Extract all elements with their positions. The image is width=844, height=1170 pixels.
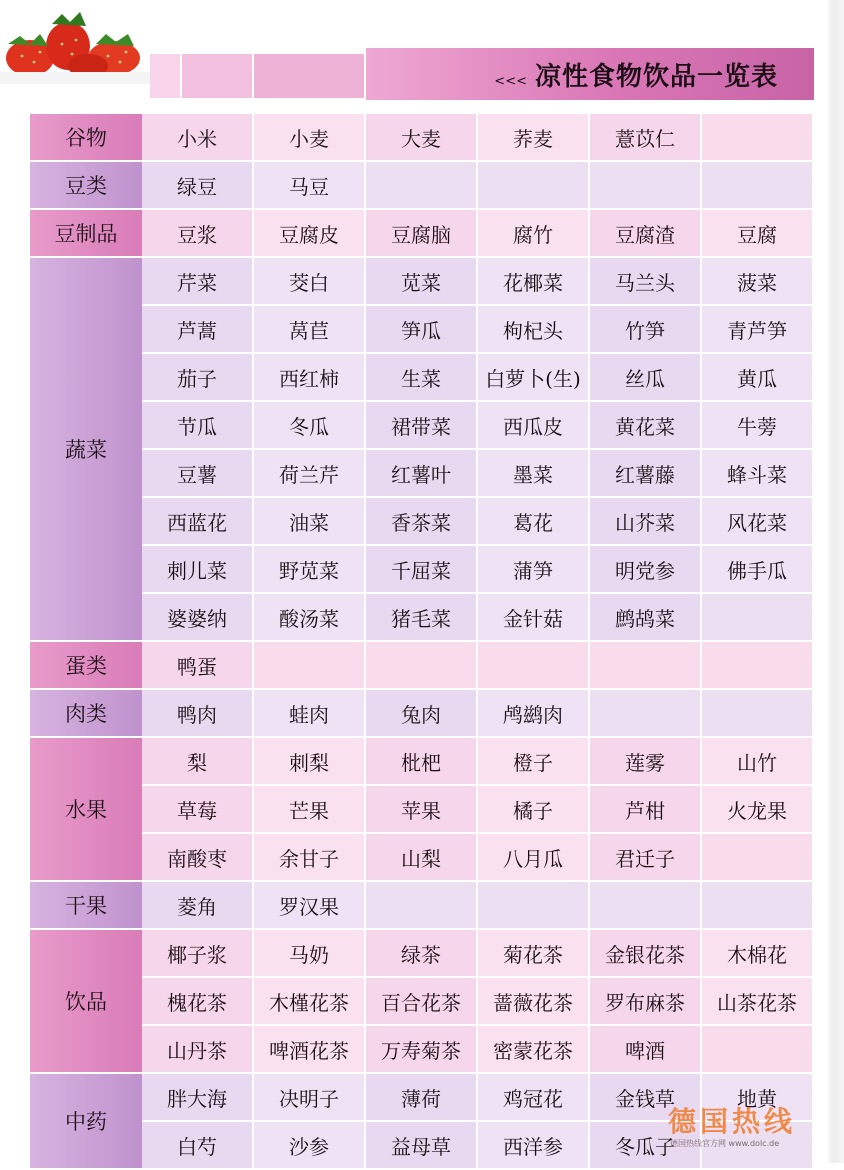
- food-item: 豆腐脑: [366, 210, 478, 258]
- empty-cell: [702, 690, 814, 738]
- watermark-logo: 德国热线: [668, 1105, 797, 1138]
- food-item: 火龙果: [702, 786, 814, 834]
- food-item: 百合花茶: [366, 978, 478, 1026]
- food-item: 小麦: [254, 114, 366, 162]
- food-item: 风花菜: [702, 498, 814, 546]
- food-item: 马豆: [254, 162, 366, 210]
- food-item: 山竹: [702, 738, 814, 786]
- food-item: 蛙肉: [254, 690, 366, 738]
- food-item: 苹果: [366, 786, 478, 834]
- banner-block: [182, 54, 252, 98]
- food-item: 生菜: [366, 354, 478, 402]
- food-item: 草莓: [142, 786, 254, 834]
- food-item: 山芥菜: [590, 498, 702, 546]
- page-edge: [826, 0, 844, 1163]
- food-item: 马奶: [254, 930, 366, 978]
- title-banner: [150, 48, 814, 100]
- food-item: 啤酒: [590, 1026, 702, 1074]
- food-item: 罗布麻茶: [590, 978, 702, 1026]
- empty-cell: [590, 162, 702, 210]
- empty-cell: [702, 114, 814, 162]
- food-item: 绿豆: [142, 162, 254, 210]
- food-item: 婆婆纳: [142, 594, 254, 642]
- food-item: 西红柿: [254, 354, 366, 402]
- food-item: 豆浆: [142, 210, 254, 258]
- empty-cell: [590, 690, 702, 738]
- food-item: 金针菇: [478, 594, 590, 642]
- food-item: 芦蒿: [142, 306, 254, 354]
- category-label: 水果: [30, 738, 142, 882]
- food-item: 刺梨: [254, 738, 366, 786]
- food-item: 芒果: [254, 786, 366, 834]
- food-item: 啤酒花茶: [254, 1026, 366, 1074]
- empty-cell: [366, 882, 478, 930]
- category-label: 豆类: [30, 162, 142, 210]
- category-label: 肉类: [30, 690, 142, 738]
- page-title: [494, 56, 778, 93]
- food-item: 蒲笋: [478, 546, 590, 594]
- food-item: 冬瓜: [254, 402, 366, 450]
- food-item: 莲雾: [590, 738, 702, 786]
- food-item: 蜂斗菜: [702, 450, 814, 498]
- empty-cell: [254, 642, 366, 690]
- food-item: 枸杞头: [478, 306, 590, 354]
- food-item: 裙带菜: [366, 402, 478, 450]
- food-item: 笋瓜: [366, 306, 478, 354]
- food-item: 西瓜皮: [478, 402, 590, 450]
- empty-cell: [702, 642, 814, 690]
- food-item: 白萝卜(生): [478, 354, 590, 402]
- food-item: 节瓜: [142, 402, 254, 450]
- food-item: 蔷薇花茶: [478, 978, 590, 1026]
- food-item: 鸡冠花: [478, 1074, 590, 1122]
- food-item: 芹菜: [142, 258, 254, 306]
- food-item: 绿茶: [366, 930, 478, 978]
- food-item: 兔肉: [366, 690, 478, 738]
- food-item: 苋菜: [366, 258, 478, 306]
- empty-cell: [702, 162, 814, 210]
- food-item: 罗汉果: [254, 882, 366, 930]
- food-item: 荞麦: [478, 114, 590, 162]
- food-item: 竹笋: [590, 306, 702, 354]
- food-item: 菱角: [142, 882, 254, 930]
- food-item: 菠菜: [702, 258, 814, 306]
- food-item: 佛手瓜: [702, 546, 814, 594]
- food-item: 冬瓜子: [590, 1122, 702, 1170]
- food-item: 牛蒡: [702, 402, 814, 450]
- food-item: 木棉花: [702, 930, 814, 978]
- food-item: 豆腐皮: [254, 210, 366, 258]
- empty-cell: [478, 642, 590, 690]
- food-item: 万寿菊茶: [366, 1026, 478, 1074]
- food-item: 豆腐渣: [590, 210, 702, 258]
- food-item: 刺儿菜: [142, 546, 254, 594]
- food-item: 鹧鸪菜: [590, 594, 702, 642]
- food-item: 山梨: [366, 834, 478, 882]
- empty-cell: [702, 882, 814, 930]
- food-item: 茄子: [142, 354, 254, 402]
- food-item: 鸬鹚肉: [478, 690, 590, 738]
- food-item: 梨: [142, 738, 254, 786]
- title-text: 凉性食物饮品一览表: [534, 62, 778, 92]
- food-item: 酸汤菜: [254, 594, 366, 642]
- food-item: 大麦: [366, 114, 478, 162]
- food-item: 沙参: [254, 1122, 366, 1170]
- title-arrows: <<<: [494, 74, 527, 89]
- category-label: 蛋类: [30, 642, 142, 690]
- food-item: 小米: [142, 114, 254, 162]
- food-item: 木槿花茶: [254, 978, 366, 1026]
- empty-cell: [478, 882, 590, 930]
- food-item: 菊花茶: [478, 930, 590, 978]
- food-item: 马兰头: [590, 258, 702, 306]
- food-item: 山茶花茶: [702, 978, 814, 1026]
- food-item: 薄荷: [366, 1074, 478, 1122]
- watermark: [668, 1100, 838, 1154]
- food-item: 余甘子: [254, 834, 366, 882]
- food-item: 荷兰芹: [254, 450, 366, 498]
- food-item: 八月瓜: [478, 834, 590, 882]
- food-item: 莴苣: [254, 306, 366, 354]
- food-item: 黄花菜: [590, 402, 702, 450]
- food-item: 金钱草: [590, 1074, 702, 1122]
- food-item: 鸭蛋: [142, 642, 254, 690]
- food-item: 黄瓜: [702, 354, 814, 402]
- strawberry-decoration: [0, 0, 160, 110]
- food-item: 胖大海: [142, 1074, 254, 1122]
- food-item: 豆腐: [702, 210, 814, 258]
- food-item: 野苋菜: [254, 546, 366, 594]
- empty-cell: [478, 162, 590, 210]
- food-item: 地黄: [702, 1074, 814, 1122]
- empty-cell: [702, 594, 814, 642]
- food-item: 西蓝花: [142, 498, 254, 546]
- category-label: 饮品: [30, 930, 142, 1074]
- food-table: [30, 114, 814, 1170]
- watermark-url: 德国热线官方网 www.dolc.de: [670, 1139, 780, 1148]
- empty-cell: [702, 1026, 814, 1074]
- food-item: 油菜: [254, 498, 366, 546]
- banner-block: [150, 54, 180, 98]
- food-item: 西洋参: [478, 1122, 590, 1170]
- food-item: 千屈菜: [366, 546, 478, 594]
- food-item: 决明子: [254, 1074, 366, 1122]
- banner-block: [254, 54, 364, 98]
- food-item: 豆薯: [142, 450, 254, 498]
- food-item: 青芦笋: [702, 306, 814, 354]
- food-item: 槐花茶: [142, 978, 254, 1026]
- food-item: 山丹茶: [142, 1026, 254, 1074]
- food-item: 腐竹: [478, 210, 590, 258]
- category-label: 谷物: [30, 114, 142, 162]
- food-item: 红薯藤: [590, 450, 702, 498]
- food-item: 椰子浆: [142, 930, 254, 978]
- food-item: 橘子: [478, 786, 590, 834]
- food-item: 茭白: [254, 258, 366, 306]
- banner-bar: [366, 48, 814, 100]
- category-label: 豆制品: [30, 210, 142, 258]
- food-item: 金银花茶: [590, 930, 702, 978]
- food-item: 香茶菜: [366, 498, 478, 546]
- food-item: 明党参: [590, 546, 702, 594]
- food-item: 猪毛菜: [366, 594, 478, 642]
- food-item: 鸭肉: [142, 690, 254, 738]
- food-item: 密蒙花茶: [478, 1026, 590, 1074]
- food-item: 芦柑: [590, 786, 702, 834]
- empty-cell: [702, 834, 814, 882]
- category-label: 干果: [30, 882, 142, 930]
- food-item: 葛花: [478, 498, 590, 546]
- food-item: 枇杷: [366, 738, 478, 786]
- food-item: 薏苡仁: [590, 114, 702, 162]
- empty-cell: [590, 882, 702, 930]
- empty-cell: [366, 162, 478, 210]
- food-item: 橙子: [478, 738, 590, 786]
- empty-cell: [590, 642, 702, 690]
- category-label: 蔬菜: [30, 258, 142, 642]
- food-item: 白芍: [142, 1122, 254, 1170]
- food-item: 君迁子: [590, 834, 702, 882]
- food-item: 丝瓜: [590, 354, 702, 402]
- food-item: 墨菜: [478, 450, 590, 498]
- category-label: 中药: [30, 1074, 142, 1170]
- food-item: 益母草: [366, 1122, 478, 1170]
- food-item: 红薯叶: [366, 450, 478, 498]
- empty-cell: [366, 642, 478, 690]
- food-item: 南酸枣: [142, 834, 254, 882]
- food-item: 花椰菜: [478, 258, 590, 306]
